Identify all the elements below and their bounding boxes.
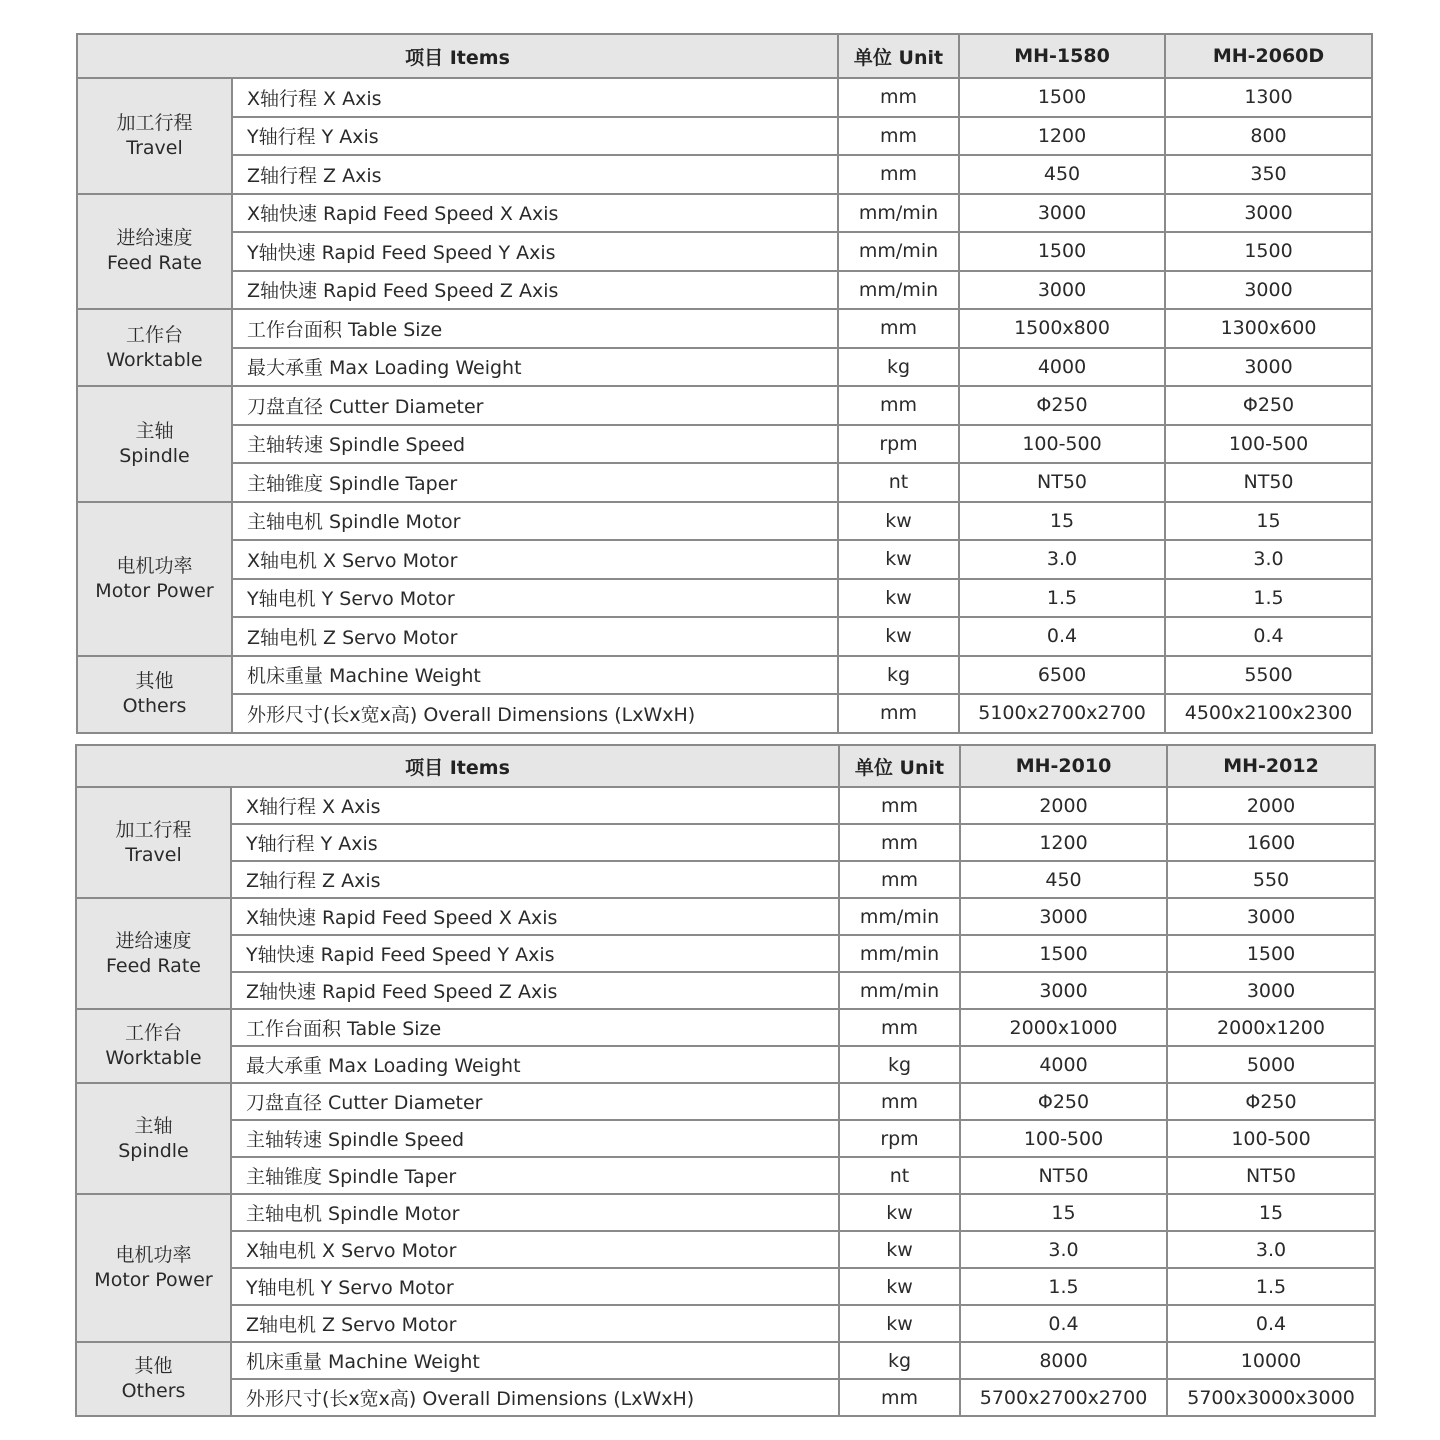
unit-cell: kg xyxy=(838,348,959,387)
unit-cell: mm xyxy=(838,386,959,425)
model-b-cell: 3000 xyxy=(1165,194,1372,233)
unit-cell: rpm xyxy=(838,425,959,464)
item-cell: 工作台面积 Table Size xyxy=(231,1009,839,1046)
group-label-cell xyxy=(77,502,232,656)
model-b-cell: 1600 xyxy=(1167,824,1375,861)
table-row xyxy=(77,348,1372,387)
model-a-cell: 450 xyxy=(959,155,1165,194)
table-row xyxy=(76,1009,1375,1046)
item-cell: 主轴转速 Spindle Speed xyxy=(232,425,838,464)
model-b-cell: Φ250 xyxy=(1165,386,1372,425)
unit-cell: kw xyxy=(839,1305,960,1342)
table-row xyxy=(76,1157,1375,1194)
group-label-en: Motor Power xyxy=(94,1269,213,1291)
unit-cell: mm xyxy=(839,824,960,861)
item-cell: Z轴快速 Rapid Feed Speed Z Axis xyxy=(231,972,839,1009)
unit-cell: kw xyxy=(838,540,959,579)
unit-cell: rpm xyxy=(839,1120,960,1157)
group-label-zh: 主轴 xyxy=(135,419,174,442)
item-cell: X轴快速 Rapid Feed Speed X Axis xyxy=(232,194,838,233)
model-a-cell: 3.0 xyxy=(960,1231,1167,1268)
model-a-cell: 2000 xyxy=(960,787,1167,824)
group-label-zh: 进给速度 xyxy=(115,929,192,952)
item-cell: X轴快速 Rapid Feed Speed X Axis xyxy=(231,898,839,935)
model-b-cell: 1300 xyxy=(1165,78,1372,117)
unit-cell: kw xyxy=(839,1194,960,1231)
group-label-cell xyxy=(77,309,232,386)
model-b-cell: 3000 xyxy=(1165,271,1372,310)
model-a-cell: 3000 xyxy=(959,194,1165,233)
item-cell: 最大承重 Max Loading Weight xyxy=(232,348,838,387)
item-cell: Z轴行程 Z Axis xyxy=(232,155,838,194)
group-label-zh: 电机功率 xyxy=(116,554,193,577)
item-cell: 工作台面积 Table Size xyxy=(232,309,838,348)
group-label-en: Travel xyxy=(126,136,183,159)
group-label-zh: 其他 xyxy=(134,1355,173,1377)
unit-cell: kw xyxy=(839,1231,960,1268)
item-cell: Z轴电机 Z Servo Motor xyxy=(231,1305,839,1342)
model-a-cell: 5700x2700x2700 xyxy=(960,1379,1167,1416)
unit-cell: kw xyxy=(838,579,959,618)
model-b-cell: 15 xyxy=(1165,502,1372,541)
table-row xyxy=(76,1268,1375,1305)
table-body xyxy=(76,787,1375,1416)
table-row xyxy=(77,78,1372,117)
unit-cell: mm/min xyxy=(838,194,959,233)
group-label-cell xyxy=(77,656,232,733)
group-label-cell xyxy=(76,1194,231,1342)
model-a-cell: Φ250 xyxy=(959,386,1165,425)
unit-cell: mm xyxy=(838,155,959,194)
model-b-cell: 100-500 xyxy=(1165,425,1372,464)
group-label-en: Others xyxy=(121,1380,186,1402)
model-a-cell: 450 xyxy=(960,861,1167,898)
model-b-cell: 1500 xyxy=(1165,232,1372,271)
unit-cell: mm/min xyxy=(839,935,960,972)
table-row xyxy=(76,1194,1375,1231)
model-a-cell: 15 xyxy=(959,502,1165,541)
group-label-cell xyxy=(76,1083,231,1194)
model-b-cell: 3.0 xyxy=(1165,540,1372,579)
table-row xyxy=(76,1305,1375,1342)
group-label-en: Spindle xyxy=(119,444,190,467)
unit-cell: nt xyxy=(838,463,959,502)
unit-cell: mm xyxy=(839,1379,960,1416)
model-b-cell: 0.4 xyxy=(1167,1305,1375,1342)
item-cell: 外形尺寸(长x宽x高) Overall Dimensions (LxWxH) xyxy=(231,1379,839,1416)
model-a-cell: 100-500 xyxy=(960,1120,1167,1157)
model-a-cell: 1500 xyxy=(959,78,1165,117)
model-b-cell: 350 xyxy=(1165,155,1372,194)
header-unit: 单位 Unit xyxy=(838,34,959,78)
model-b-cell: 5000 xyxy=(1167,1046,1375,1083)
group-label-en: Feed Rate xyxy=(106,954,201,977)
group-label-cell xyxy=(77,78,232,194)
table-row xyxy=(77,425,1372,464)
model-a-cell: NT50 xyxy=(960,1157,1167,1194)
unit-cell: mm/min xyxy=(838,232,959,271)
table-row xyxy=(77,271,1372,310)
table-row xyxy=(77,155,1372,194)
table-row xyxy=(77,694,1372,733)
model-b-cell: NT50 xyxy=(1167,1157,1375,1194)
group-label-en: Spindle xyxy=(118,1139,189,1162)
header-model-b: MH-2060D xyxy=(1165,34,1372,78)
group-label-en: Feed Rate xyxy=(107,252,202,275)
table-header-row xyxy=(77,34,1372,78)
table-row xyxy=(77,194,1372,233)
model-a-cell: 3000 xyxy=(960,898,1167,935)
model-b-cell: 1300x600 xyxy=(1165,309,1372,348)
model-a-cell: 2000x1000 xyxy=(960,1009,1167,1046)
table-row xyxy=(77,617,1372,656)
header-items: 项目 Items xyxy=(76,745,839,787)
model-b-cell: 0.4 xyxy=(1165,617,1372,656)
table-row xyxy=(77,386,1372,425)
model-b-cell: 100-500 xyxy=(1167,1120,1375,1157)
model-b-cell: Φ250 xyxy=(1167,1083,1375,1120)
unit-cell: mm xyxy=(838,78,959,117)
unit-cell: kw xyxy=(839,1268,960,1305)
model-a-cell: 100-500 xyxy=(959,425,1165,464)
group-label-zh: 加工行程 xyxy=(116,111,193,134)
model-a-cell: 6500 xyxy=(959,656,1165,695)
model-a-cell: 4000 xyxy=(959,348,1165,387)
item-cell: Y轴行程 Y Axis xyxy=(231,824,839,861)
model-a-cell: 1200 xyxy=(959,117,1165,156)
item-cell: Y轴电机 Y Servo Motor xyxy=(231,1268,839,1305)
table-row xyxy=(77,117,1372,156)
group-label-zh: 加工行程 xyxy=(115,818,192,841)
model-b-cell: 1.5 xyxy=(1167,1268,1375,1305)
group-label-en: Others xyxy=(122,695,187,717)
model-b-cell: 3000 xyxy=(1165,348,1372,387)
model-b-cell: 5700x3000x3000 xyxy=(1167,1379,1375,1416)
group-label-cell xyxy=(76,898,231,1009)
item-cell: 刀盘直径 Cutter Diameter xyxy=(231,1083,839,1120)
item-cell: 最大承重 Max Loading Weight xyxy=(231,1046,839,1083)
model-b-cell: 2000x1200 xyxy=(1167,1009,1375,1046)
group-label-zh: 工作台 xyxy=(125,323,183,346)
unit-cell: mm xyxy=(838,309,959,348)
model-a-cell: Φ250 xyxy=(960,1083,1167,1120)
unit-cell: kg xyxy=(838,656,959,695)
unit-cell: nt xyxy=(839,1157,960,1194)
unit-cell: mm/min xyxy=(839,898,960,935)
item-cell: X轴电机 X Servo Motor xyxy=(232,540,838,579)
spec-table-1 xyxy=(76,33,1373,734)
model-a-cell: 1.5 xyxy=(960,1268,1167,1305)
model-a-cell: 8000 xyxy=(960,1342,1167,1379)
table-row xyxy=(76,1120,1375,1157)
unit-cell: mm xyxy=(838,117,959,156)
model-b-cell: 15 xyxy=(1167,1194,1375,1231)
table-body xyxy=(77,78,1372,733)
header-unit: 单位 Unit xyxy=(839,745,960,787)
group-label-cell xyxy=(77,386,232,502)
table-row xyxy=(76,861,1375,898)
spec-table-2 xyxy=(75,744,1376,1417)
model-b-cell: 1.5 xyxy=(1165,579,1372,618)
group-label-zh: 进给速度 xyxy=(116,227,193,250)
item-cell: 主轴锥度 Spindle Taper xyxy=(231,1157,839,1194)
unit-cell: mm/min xyxy=(838,271,959,310)
group-label-cell xyxy=(76,1342,231,1416)
header-model-a: MH-2010 xyxy=(960,745,1167,787)
table-row xyxy=(77,656,1372,695)
unit-cell: mm xyxy=(839,1083,960,1120)
table-row xyxy=(76,787,1375,824)
model-b-cell: 3.0 xyxy=(1167,1231,1375,1268)
group-label-zh: 其他 xyxy=(135,670,174,692)
unit-cell: kw xyxy=(838,502,959,541)
table-row xyxy=(77,540,1372,579)
unit-cell: kw xyxy=(838,617,959,656)
group-label-en: Travel xyxy=(125,843,182,866)
model-a-cell: 1500 xyxy=(960,935,1167,972)
header-model-a: MH-1580 xyxy=(959,34,1165,78)
header-model-b: MH-2012 xyxy=(1167,745,1375,787)
item-cell: Y轴电机 Y Servo Motor xyxy=(232,579,838,618)
item-cell: Y轴快速 Rapid Feed Speed Y Axis xyxy=(231,935,839,972)
group-label-cell xyxy=(76,1009,231,1083)
table-row xyxy=(77,309,1372,348)
group-label-cell xyxy=(77,194,232,310)
model-a-cell: 3.0 xyxy=(959,540,1165,579)
model-a-cell: 1.5 xyxy=(959,579,1165,618)
table-row xyxy=(77,232,1372,271)
item-cell: X轴电机 X Servo Motor xyxy=(231,1231,839,1268)
model-b-cell: 550 xyxy=(1167,861,1375,898)
table-row xyxy=(76,935,1375,972)
model-a-cell: 15 xyxy=(960,1194,1167,1231)
item-cell: Z轴快速 Rapid Feed Speed Z Axis xyxy=(232,271,838,310)
table-row xyxy=(76,1083,1375,1120)
item-cell: Y轴快速 Rapid Feed Speed Y Axis xyxy=(232,232,838,271)
model-a-cell: 3000 xyxy=(959,271,1165,310)
item-cell: 刀盘直径 Cutter Diameter xyxy=(232,386,838,425)
item-cell: 外形尺寸(长x宽x高) Overall Dimensions (LxWxH) xyxy=(232,694,838,733)
item-cell: 主轴锥度 Spindle Taper xyxy=(232,463,838,502)
model-b-cell: 4500x2100x2300 xyxy=(1165,694,1372,733)
table-row xyxy=(77,579,1372,618)
model-b-cell: 1500 xyxy=(1167,935,1375,972)
unit-cell: mm xyxy=(839,861,960,898)
group-label-en: Worktable xyxy=(105,1047,202,1069)
model-a-cell: 1500x800 xyxy=(959,309,1165,348)
table-header-row xyxy=(76,745,1375,787)
item-cell: Z轴行程 Z Axis xyxy=(231,861,839,898)
model-b-cell: NT50 xyxy=(1165,463,1372,502)
group-label-en: Motor Power xyxy=(95,579,214,602)
item-cell: 主轴电机 Spindle Motor xyxy=(232,502,838,541)
model-b-cell: 5500 xyxy=(1165,656,1372,695)
item-cell: Y轴行程 Y Axis xyxy=(232,117,838,156)
table-row xyxy=(76,1046,1375,1083)
item-cell: X轴行程 X Axis xyxy=(231,787,839,824)
item-cell: X轴行程 X Axis xyxy=(232,78,838,117)
item-cell: 主轴转速 Spindle Speed xyxy=(231,1120,839,1157)
group-label-en: Worktable xyxy=(106,348,203,371)
table-row xyxy=(77,463,1372,502)
unit-cell: mm xyxy=(839,1009,960,1046)
group-label-zh: 电机功率 xyxy=(115,1244,192,1266)
group-label-zh: 主轴 xyxy=(134,1114,173,1137)
model-b-cell: 10000 xyxy=(1167,1342,1375,1379)
model-a-cell: 0.4 xyxy=(959,617,1165,656)
table-row xyxy=(76,1379,1375,1416)
model-a-cell: 4000 xyxy=(960,1046,1167,1083)
model-a-cell: 3000 xyxy=(960,972,1167,1009)
table-row xyxy=(76,898,1375,935)
item-cell: 机床重量 Machine Weight xyxy=(231,1342,839,1379)
model-b-cell: 3000 xyxy=(1167,972,1375,1009)
unit-cell: mm xyxy=(838,694,959,733)
table-row xyxy=(76,972,1375,1009)
group-label-cell xyxy=(76,787,231,898)
item-cell: 主轴电机 Spindle Motor xyxy=(231,1194,839,1231)
header-items: 项目 Items xyxy=(77,34,838,78)
model-b-cell: 3000 xyxy=(1167,898,1375,935)
table-row xyxy=(77,502,1372,541)
model-a-cell: 0.4 xyxy=(960,1305,1167,1342)
table-row xyxy=(76,1231,1375,1268)
model-b-cell: 800 xyxy=(1165,117,1372,156)
unit-cell: mm xyxy=(839,787,960,824)
item-cell: 机床重量 Machine Weight xyxy=(232,656,838,695)
model-a-cell: NT50 xyxy=(959,463,1165,502)
table-row xyxy=(76,1342,1375,1379)
group-label-zh: 工作台 xyxy=(124,1022,182,1044)
table-row xyxy=(76,824,1375,861)
model-a-cell: 5100x2700x2700 xyxy=(959,694,1165,733)
unit-cell: mm/min xyxy=(839,972,960,1009)
model-b-cell: 2000 xyxy=(1167,787,1375,824)
model-a-cell: 1200 xyxy=(960,824,1167,861)
model-a-cell: 1500 xyxy=(959,232,1165,271)
unit-cell: kg xyxy=(839,1342,960,1379)
item-cell: Z轴电机 Z Servo Motor xyxy=(232,617,838,656)
unit-cell: kg xyxy=(839,1046,960,1083)
